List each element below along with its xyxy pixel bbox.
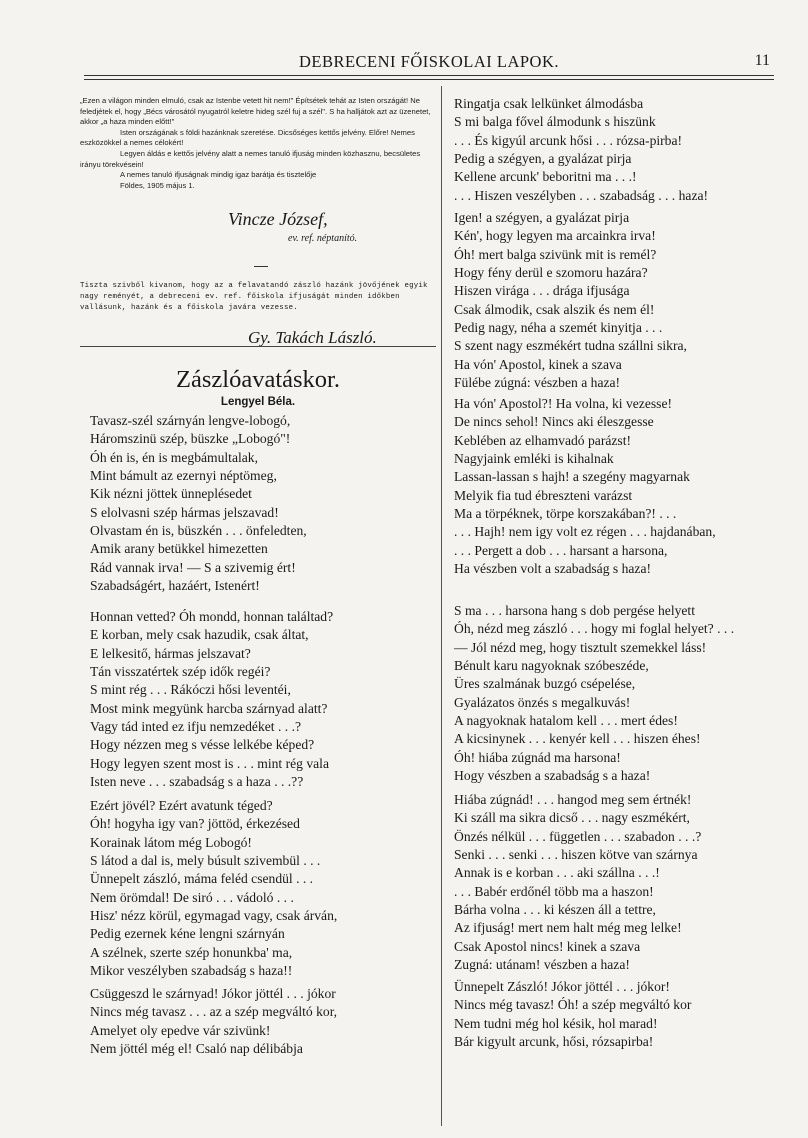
- signature-vincze: Vincze József,: [228, 209, 328, 229]
- journal-title: DEBRECENI FŐISKOLAI LAPOK.: [298, 52, 560, 71]
- poem-line: S elolvasni szép hármas jelszavad!: [90, 504, 279, 520]
- letter-box-rule: [80, 346, 436, 347]
- poem-line: Üres szalmának buzgó csépelése,: [454, 676, 636, 692]
- stanza: [454, 791, 701, 974]
- poem-line: Most mink megyünk harcba szárnyad alatt?: [90, 700, 328, 716]
- poem-author: Lengyel Béla.: [220, 396, 296, 408]
- stanza: [454, 395, 716, 578]
- poem-line: Hogy legyen szent most is . . . mint rég vala: [90, 755, 329, 771]
- poem-line: A nagyoknak hatalom kell . . . mert édes!: [454, 713, 678, 729]
- poem-line: A szélnek, szerte szép honunkba' ma,: [90, 944, 293, 960]
- stanza: [454, 602, 734, 785]
- poem-line: Nincs még tavasz . . . az a szép megváltó kor,: [90, 1004, 338, 1020]
- page-number: 11: [754, 52, 770, 69]
- column-divider: [441, 86, 442, 1126]
- poem-line: Fülébe zúgná: vészben a haza!: [454, 375, 621, 391]
- poem-line: Óh! hogyha igy van? jöttöd, érkezésed: [90, 816, 300, 832]
- poem-line: . . . Hiszen veszélyben . . . szabadság . . . haza!: [454, 187, 709, 203]
- signature-title: ev. ref. néptanító.: [288, 233, 358, 244]
- poem-line: Hisz' nézz körül, egymagad vagy, csak árván,: [90, 908, 338, 924]
- poem-line: . . . Hajh! nem igy volt ez régen . . . hajdanában,: [454, 524, 716, 540]
- poem-line: Ringatja csak lelkünket álmodásba: [454, 96, 644, 111]
- poem-line: — Jól nézd meg, hogy tisztult szemekkel láss!: [454, 639, 707, 655]
- poem-line: Bárha volna . . . ki készen áll a tettre,: [454, 902, 656, 918]
- poem-line: E lelkesitő, hármas jelszavat?: [90, 645, 251, 661]
- poem-line: Nem tudni még hol késik, hol marad!: [454, 1015, 658, 1031]
- letter-box: [80, 96, 436, 347]
- poem-line: Pedig ezernek kéne lengni szárnyán: [90, 926, 285, 942]
- poem-line: Óh! hiába zúgnád ma harsona!: [454, 749, 621, 765]
- separator-dash: [254, 266, 268, 267]
- poem-line: Nincs még tavasz! Óh! a szép megváltó kor: [454, 997, 692, 1013]
- poem-line: Hogy vészben a szabadság s a haza!: [454, 768, 651, 784]
- poem-line: Tán visszatértek szép idők regéi?: [90, 664, 271, 680]
- poem-line: Óh, nézd meg zászló . . . hogy mi foglal helyet? . . .: [454, 621, 735, 637]
- poem-line: Ezért jövél? Ezért avatunk téged?: [90, 798, 273, 813]
- poem-line: Annak is e korban . . . aki szállna . . .!: [454, 865, 660, 881]
- poem-line: Tavasz-szél szárnyán lengve-lobogó,: [90, 413, 291, 428]
- poem-line: Zugná: utánam! vészben a haza!: [454, 957, 630, 973]
- poem-line: Háromszinü szép, büszke „Lobogó"!: [90, 431, 291, 447]
- poem-line: Ha vészben volt a szabadság s haza!: [454, 561, 652, 577]
- poem-line: . . . És kigyúl arcunk hősi . . . rózsa-pirba!: [454, 132, 683, 148]
- poem-line: Honnan vetted? Óh mondd, honnan találtad?: [90, 609, 334, 624]
- poem-line: Hogy nézzen meg s vésse lelkébe képed?: [90, 737, 315, 753]
- letter-paragraph: „Ezen a világon minden elmuló, csak az Istenbe vetett hit nem!" Építsétek tehát az Isten országát! Ne feledjétek el, hogy „Bécs városától nyugatról keletre hideg szél fuj a szél". S ha halljátok azt az üzenetet, akkor „a haza minden előtt!": [80, 96, 431, 127]
- poem-line: S szent nagy eszmékért tudna szállni sikra,: [454, 338, 687, 354]
- poem-line: Vagy tád inted ez ifju nemzedéket . . .?: [90, 719, 301, 735]
- stanza: [90, 797, 337, 980]
- stanza: [90, 985, 337, 1058]
- poem-line: Bár kigyult arcunk, hősi, rózsapirba!: [454, 1034, 654, 1050]
- letter-date: Földes, 1905 május 1.: [120, 180, 195, 190]
- running-header: [84, 52, 774, 76]
- poem-line: Bénult karu nagyoknak szóbeszéde,: [454, 658, 649, 674]
- stanza: [90, 608, 333, 791]
- poem-line: . . . Babér erdőnél több ma a haszon!: [454, 883, 654, 899]
- poem-line: Csüggeszd le szárnyad! Jókor jöttél . . . jókor: [90, 986, 336, 1001]
- poem-line: Rád vannak irva! — S a szivemig ért!: [90, 559, 296, 575]
- signature-takach: Gy. Takách László.: [248, 328, 377, 347]
- poem-line: S ma . . . harsona hang s dob pergése helyett: [454, 603, 695, 618]
- poem-line: Kellene arcunk' beboritni ma . . .!: [454, 169, 637, 185]
- poem-line: S mi balga fővel álmodunk s hiszünk: [454, 114, 656, 130]
- stanza: [454, 209, 687, 392]
- poem-line: Mikor veszélyben szabadság s haza!!: [90, 963, 293, 979]
- poem-line: Ünnepelt zászló, máma feléd csendül . . .: [90, 871, 314, 887]
- letter-paragraph: Isten országának s földi hazánknak szeretése. Dicsőséges kettős jelvény. Előre! Nemes eszközökkel a nemes célokért!: [80, 127, 415, 148]
- poem-line: Igen! a szégyen, a gyalázat pirja: [454, 210, 630, 225]
- poem-line: Gyalázatos önzés s megalkuvás!: [454, 694, 631, 710]
- header-rule-thin: [84, 79, 774, 80]
- poem-line: Lassan-lassan s hajh! a szegény magyarnak: [454, 469, 690, 485]
- poem-line: . . . Pergett a dob . . . harsant a harsona,: [454, 542, 668, 558]
- stanza: [454, 978, 691, 1051]
- poem-line: A kicsinynek . . . kenyér kell . . . hiszen éhes!: [454, 731, 701, 747]
- poem-line: Ki száll ma sikra dicső . . . nagy eszmékért,: [454, 810, 690, 826]
- poem-line: De nincs sehol! Nincs aki éleszgesse: [454, 414, 654, 430]
- poem-line: Hiába zúgnád! . . . hangod meg sem értnék!: [454, 792, 692, 807]
- poem-line: Keblében az elhamvadó parázst!: [454, 432, 632, 448]
- header-rule: [84, 75, 774, 76]
- poem-line: Önzés nélkül . . . független . . . szabadon . . .?: [454, 828, 702, 844]
- second-letter-paragraph: Tiszta szivből kivanom, hogy az a felavatandó zászló hazánk jövőjének egyik nagy reményét, a debreceni ev. ref. főiskola ifjuságát minden időkben vallásunk, hazánk és a főiskola javára vezesse.: [80, 282, 428, 312]
- poem-line: Mint bámult az ezernyi néptömeg,: [90, 468, 277, 484]
- letter-paragraph: A nemes tanuló ifjuságnak mindig igaz barátja és tisztelője: [120, 170, 317, 180]
- poem-line: Kik nézni jöttek ünneplésedet: [90, 486, 252, 502]
- poem-line: Nem jöttél még el! Csaló nap délibábja: [90, 1041, 303, 1057]
- poem-title: Zászlóavatáskor.: [176, 366, 340, 393]
- poem-line: Hiszen virága . . . drága ifjusága: [454, 283, 630, 299]
- poem-line: Olvastam én is, büszkén . . . önfeledten,: [90, 523, 307, 539]
- poem-line: S látod a dal is, mely búsult szivembül . . .: [90, 853, 321, 869]
- poem-line: Pedig nagy, néha a szemét kinyitja . . .: [454, 320, 663, 336]
- letter-paragraph: Legyen áldás e kettős jelvény alatt a nemes tanuló ifjuság minden közhasznu, becsületes irányu törekvésein!: [80, 148, 421, 169]
- stanza: [454, 95, 708, 205]
- poem-line: Melyik fia tud ébreszteni varázst: [454, 487, 633, 503]
- poem-line: Amelyet oly epedve vár szivünk!: [90, 1022, 271, 1038]
- stanza: [90, 412, 307, 595]
- poem-line: Korainak látom még Lobogó!: [90, 834, 252, 850]
- poem-line: Szabadságért, hazáért, Istenért!: [90, 578, 260, 594]
- poem-line: Óh! mert balga szivünk mit is remél?: [454, 246, 657, 262]
- poem-line: Ha vón' Apostol, kinek a szava: [454, 356, 622, 372]
- poem-line: Isten neve . . . szabadság s a haza . . .??: [90, 774, 304, 790]
- poem-line: Csak Apostol nincs! kinek a szava: [454, 938, 641, 954]
- poem-line: Pedig a szégyen, a gyalázat pirja: [454, 151, 632, 167]
- poem-line: Hogy fény derül e szomoru hazára?: [454, 265, 648, 281]
- poem-line: Ünnepelt Zászló! Jókor jöttél . . . jókor!: [454, 979, 670, 994]
- poem-line: Kén', hogy legyen ma arcainkra irva!: [454, 228, 656, 244]
- poem-line: Óh én is, én is megbámultalak,: [90, 449, 258, 465]
- poem-line: Az ifjuság! mert nem halt még meg lelke!: [454, 920, 682, 936]
- poem-line: Csak álmodik, csak alszik és nem él!: [454, 301, 655, 317]
- poem-line: Ma a törpéknek, törpe korszakában?! . . .: [454, 506, 677, 522]
- poem-line: Senki . . . senki . . . hiszen kötve van szárnya: [454, 847, 698, 863]
- poem-line: Ha vón' Apostol?! Ha volna, ki vezesse!: [454, 396, 673, 411]
- poem-line: Amik arany betükkel himezetten: [90, 541, 268, 557]
- poem-line: E korban, mely csak hazudik, csak áltat,: [90, 627, 309, 643]
- poem-line: S mint rég . . . Rákóczi hősi leventéi,: [90, 682, 291, 698]
- poem-line: Nem örömdal! De siró . . . vádoló . . .: [90, 889, 294, 905]
- poem-line: Nagyjaink emléki is kihalnak: [454, 451, 614, 467]
